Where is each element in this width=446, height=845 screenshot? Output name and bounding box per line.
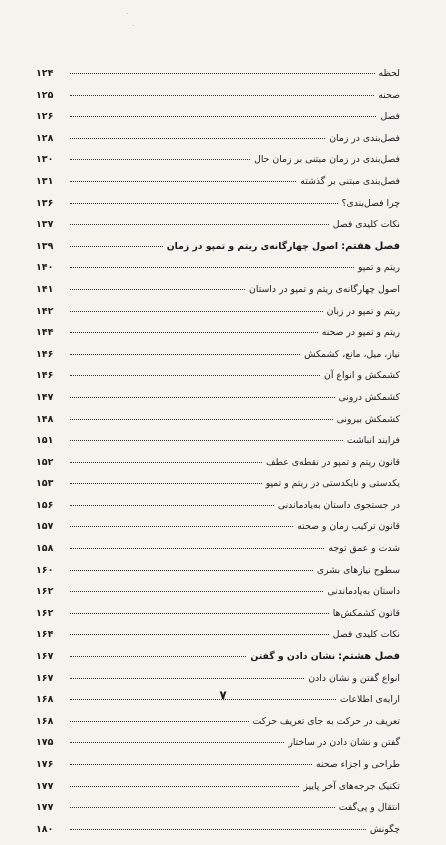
toc-entry-title: انتقال و پی‌گفت: [338, 802, 400, 814]
toc-entry-title: یکدستی و نایکدستی در ریتم و تمپو: [265, 478, 400, 490]
toc-entry-title: کشمکش بیرونی: [336, 413, 400, 425]
toc-row: [36, 219, 400, 241]
toc-entry-title: نشان دادن و گفتن: [250, 651, 336, 663]
toc-leader-dots: [70, 656, 246, 657]
toc-leader-dots: [70, 721, 249, 722]
toc-page-number: ۱۵۲: [36, 456, 54, 468]
toc-row: [36, 781, 400, 803]
toc-entry-title: انواع گفتن و نشان دادن: [308, 672, 400, 684]
toc-leader-dots: [70, 419, 333, 420]
toc-leader-dots: [70, 289, 245, 290]
toc-row: [36, 68, 400, 90]
toc-page-number: ۱۴۰: [36, 262, 54, 274]
toc-page-number: ۱۳۱: [36, 175, 54, 187]
toc-row: [36, 90, 400, 112]
toc-entry-title: قانون کشمکش‌ها: [332, 607, 400, 619]
toc-row: [36, 500, 400, 522]
toc-page-number: ۱۶۸: [36, 694, 54, 706]
table-of-contents: [36, 68, 400, 845]
toc-page-number: ۱۴۴: [36, 327, 54, 339]
toc-page-number: ۱۶۷: [36, 651, 54, 663]
toc-page-number: ۱۴۶: [36, 370, 54, 382]
toc-entry-title: گفتن و نشان دادن در ساختار: [288, 737, 400, 749]
toc-row: [36, 262, 400, 284]
toc-leader-dots: [70, 73, 375, 74]
toc-leader-dots: [70, 613, 329, 614]
toc-entry-title: شدت و عمق توجه: [328, 543, 400, 555]
toc-leader-dots: [70, 505, 274, 506]
toc-page-number: ۱۶۷: [36, 672, 54, 684]
toc-leader-dots: [70, 634, 329, 635]
toc-chapter-row: [36, 651, 400, 673]
toc-page-number: ۱۶۸: [36, 715, 54, 727]
toc-page-number: ۱۴۲: [36, 305, 54, 317]
toc-leader-dots: [70, 742, 284, 743]
page-mark: ·: [126, 10, 129, 18]
toc-entry-title: فصل: [380, 111, 400, 123]
toc-row: [36, 306, 400, 328]
toc-leader-dots: [70, 159, 250, 160]
toc-entry-title: ارایه‌ی اطلاعات: [339, 694, 400, 706]
toc-leader-dots: [70, 224, 329, 225]
toc-page-number: ۱۶۴: [36, 629, 54, 641]
toc-page-number: ۱۴۸: [36, 413, 54, 425]
toc-page-number: ۱۵۷: [36, 521, 54, 533]
page-number: ۷: [219, 688, 227, 702]
toc-leader-dots: [70, 116, 376, 117]
toc-leader-dots: [70, 267, 354, 268]
toc-entry-title: داستان به‌یادماندنی: [327, 586, 400, 598]
toc-row: [36, 198, 400, 220]
toc-leader-dots: [70, 548, 324, 549]
toc-leader-dots: [70, 332, 318, 333]
toc-leader-dots: [70, 397, 335, 398]
toc-page-number: ۱۶۰: [36, 564, 54, 576]
toc-entry-title: سطوح نیازهای بشری: [316, 564, 400, 576]
toc-entry-title: ریتم و تمپو در صحنه: [321, 327, 400, 339]
toc-page-number: ۱۲۴: [36, 68, 54, 79]
toc-entry-title: صحنه: [378, 89, 400, 101]
toc-row: [36, 565, 400, 587]
toc-leader-dots: [70, 462, 262, 463]
toc-entry-title: تعریف در حرکت به جای تعریف حرکت: [252, 715, 400, 727]
toc-leader-dots: [70, 440, 343, 441]
toc-page-number: ۱۸۰: [36, 823, 54, 835]
toc-leader-dots: [70, 138, 325, 139]
toc-leader-dots: [70, 311, 323, 312]
toc-page-number: ۱۳۶: [36, 197, 54, 209]
page-mark: ·: [132, 22, 135, 30]
toc-row: [36, 349, 400, 371]
toc-page-number: ۱۲۸: [36, 132, 54, 144]
toc-entry-title: فصل‌بندی در زمان مبتنی بر زمان حال: [254, 154, 400, 166]
toc-leader-dots: [70, 375, 320, 376]
toc-page-number: ۱۵۱: [36, 435, 54, 447]
toc-entry-title: طراحی و اجزاء صحنه: [315, 759, 400, 770]
toc-leader-dots: [70, 203, 338, 204]
toc-row: [36, 586, 400, 608]
toc-leader-dots: [70, 526, 293, 527]
toc-entry-title: نکات کلیدی فصل: [332, 629, 400, 641]
toc-leader-dots: [70, 591, 323, 592]
toc-leader-dots: [70, 246, 163, 247]
toc-entry-title: اصول چهارگانه‌ی ریتم و تمپو در داستان: [249, 283, 400, 295]
toc-row: [36, 737, 400, 759]
toc-row: [36, 457, 400, 479]
toc-page-number: ۱۷۶: [36, 759, 54, 770]
toc-page-number: ۱۴۷: [36, 391, 54, 403]
toc-page-number: ۱۶۲: [36, 586, 54, 598]
toc-page-number: ۱۳۹: [36, 240, 54, 252]
toc-row: [36, 392, 400, 414]
toc-page-number: ۱۵۸: [36, 543, 54, 555]
toc-page-number: ۱۶۲: [36, 607, 54, 619]
toc-entry-title: قانون ریتم و تمپو در نقطه‌ی عطف: [266, 456, 400, 468]
toc-page-number: ۱۲۶: [36, 111, 54, 123]
toc-entry-title: اصول چهارگانه‌ی ریتم و تمپو در زمان: [166, 240, 339, 252]
toc-row: [36, 759, 400, 781]
toc-entry-title: چگونش: [369, 823, 400, 835]
toc-page-number: ۱۷۷: [36, 802, 54, 814]
toc-entry-title: نیاز، میل، مانع، کشمکش: [304, 348, 400, 360]
toc-leader-dots: [70, 764, 312, 765]
toc-page-number: ۱۴۱: [36, 283, 54, 295]
toc-entry-title: نکات کلیدی فصل: [332, 219, 400, 231]
toc-row: [36, 370, 400, 392]
toc-chapter-row: [36, 241, 400, 263]
toc-row: [36, 327, 400, 349]
toc-entry-title: فصل‌بندی در زمان: [329, 132, 400, 144]
toc-row: [36, 608, 400, 630]
toc-entry-title: ریتم و تمپو: [357, 262, 400, 274]
toc-row: [36, 716, 400, 738]
toc-row: [36, 521, 400, 543]
toc-entry-title: لحظه: [378, 68, 400, 79]
toc-row: [36, 478, 400, 500]
toc-page-number: ۱۳۷: [36, 219, 54, 231]
toc-page-number: ۱۴۶: [36, 348, 54, 360]
toc-row: [36, 629, 400, 651]
toc-leader-dots: [70, 786, 299, 787]
toc-row: [36, 154, 400, 176]
toc-row: [36, 802, 400, 824]
toc-leader-dots: [70, 95, 374, 96]
toc-row: [36, 543, 400, 565]
toc-row: [36, 133, 400, 155]
toc-row: [36, 824, 400, 845]
toc-leader-dots: [70, 483, 262, 484]
toc-entry-title: فصل‌بندی مبتنی بر گذشته: [300, 175, 400, 187]
toc-leader-dots: [70, 354, 300, 355]
toc-page-number: ۱۷۷: [36, 780, 54, 792]
toc-chapter-label: فصل هفتم:: [341, 240, 400, 252]
toc-leader-dots: [70, 829, 366, 830]
toc-leader-dots: [70, 807, 335, 808]
toc-page-number: ۱۳۰: [36, 154, 54, 166]
toc-entry-title: تکنیک جرجه‌های آخر پاییز: [303, 780, 400, 792]
toc-entry-title: فرایند انباشت: [346, 435, 400, 447]
toc-page-number: ۱۲۵: [36, 89, 54, 101]
toc-entry-title: ریتم و تمپو در زبان: [326, 305, 400, 317]
toc-leader-dots: [70, 570, 313, 571]
toc-entry-title: قانون ترکیب زمان و صحنه: [297, 521, 400, 533]
toc-leader-dots: [70, 678, 304, 679]
toc-entry-title: چرا فصل‌بندی؟: [341, 197, 400, 209]
toc-chapter-label: فصل هشتم:: [338, 651, 400, 663]
toc-row: [36, 284, 400, 306]
toc-row: [36, 414, 400, 436]
toc-entry-title: در جستجوی داستان به‌یادماندنی: [277, 499, 400, 511]
toc-row: [36, 176, 400, 198]
toc-entry-title: کشمکش درونی: [338, 391, 400, 403]
toc-page-number: ۱۵۳: [36, 478, 54, 490]
toc-row: [36, 111, 400, 133]
toc-page-number: ۱۵۶: [36, 499, 54, 511]
toc-leader-dots: [70, 181, 296, 182]
toc-entry-title: کشمکش و انواع آن: [324, 370, 400, 382]
toc-page-number: ۱۷۵: [36, 737, 54, 749]
toc-row: [36, 435, 400, 457]
